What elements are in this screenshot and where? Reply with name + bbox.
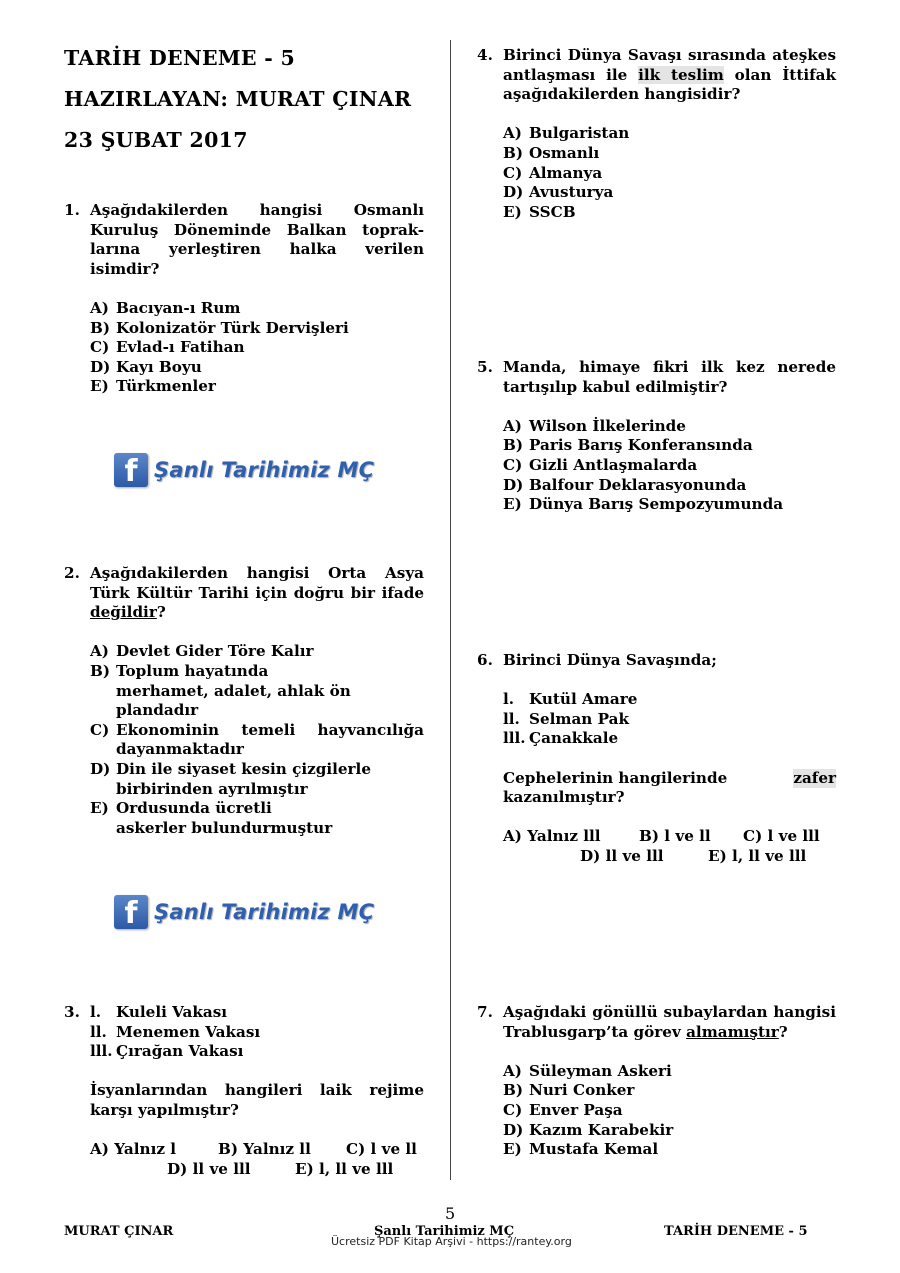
- question-1: [64, 201, 424, 397]
- option-b[interactable]: B) Osmanlı: [503, 143, 600, 162]
- question-number: 1.: [64, 201, 80, 219]
- option-b[interactable]: B) l ve ll: [639, 827, 711, 846]
- option-c[interactable]: C) Enver Paşa: [503, 1100, 623, 1119]
- options-list: [503, 124, 836, 222]
- question-stem: Cephelerinin hangilerinde zafer kazanılmıştır?: [503, 768, 836, 807]
- options-list: [90, 1140, 424, 1179]
- author-line: HAZIRLAYAN: MURAT ÇINAR: [64, 87, 412, 111]
- option-e[interactable]: E) Türkmenler: [90, 377, 216, 396]
- option-e[interactable]: E) Ordusunda ücretli askerler bulundurmuştur: [90, 799, 333, 837]
- question-number: 7.: [477, 1003, 493, 1021]
- option-a[interactable]: A) Süleyman Askeri: [503, 1061, 672, 1080]
- option-a[interactable]: A) Yalnız l: [90, 1140, 177, 1159]
- option-e[interactable]: E) Mustafa Kemal: [503, 1140, 659, 1159]
- option-b[interactable]: B) Kolonizatör Türk Dervişleri: [90, 318, 349, 337]
- footer-author: MURAT ÇINAR: [64, 1224, 174, 1239]
- column-divider: [450, 40, 451, 1180]
- option-c[interactable]: C) l ve ll: [346, 1140, 417, 1159]
- roman-item: lll. Çanakkale: [503, 729, 619, 748]
- roman-item: ll. Menemen Vakası: [90, 1022, 261, 1041]
- highlighted-phrase: ilk teslim: [638, 65, 724, 84]
- option-b[interactable]: B) Toplum hayatında merhamet, adalet, ahlak ön plandadır: [90, 661, 351, 720]
- underlined-word: değildir: [90, 603, 157, 622]
- question-number: 6.: [477, 651, 493, 669]
- option-a[interactable]: A) Wilson İlkelerinde: [503, 416, 686, 435]
- option-e[interactable]: E) l, ll ve lll: [708, 846, 807, 865]
- option-d[interactable]: D) Din ile siyaset kesin çizgilerle birbirinden ayrılmıştır: [90, 759, 371, 798]
- option-e[interactable]: E) l, ll ve lll: [295, 1159, 394, 1178]
- option-e[interactable]: E) Dünya Barış Sempozyumunda: [503, 495, 784, 514]
- exam-title: TARİH DENEME - 5: [64, 46, 296, 70]
- question-stem: Aşağıdakilerden hangisi Osmanlı Kuruluş Döneminde Balkan toprak-larına yerleştiren halka verilen isimdir?: [90, 201, 424, 278]
- question-number: 2.: [64, 564, 80, 582]
- question-intro: Birinci Dünya Savaşında;: [503, 651, 717, 669]
- option-c[interactable]: C) Ekonominin temeli hayvancılığa dayanmaktadır: [90, 720, 424, 759]
- option-d[interactable]: D) Kazım Karabekir: [503, 1120, 674, 1139]
- options-list: [90, 642, 424, 838]
- roman-item: l. Kutül Amare: [503, 690, 638, 709]
- question-number: 3.: [64, 1003, 80, 1021]
- question-7: [477, 1003, 836, 1160]
- question-stem: İsyanlarından hangileri laik rejime karşı yapılmıştır?: [90, 1081, 424, 1119]
- roman-item: lll. Çırağan Vakası: [90, 1042, 244, 1061]
- facebook-banner[interactable]: [114, 453, 374, 487]
- option-a[interactable]: A) Bacıyan-ı Rum: [90, 298, 241, 317]
- question-3: [64, 1003, 424, 1179]
- footer-title: TARİH DENEME - 5: [664, 1224, 808, 1239]
- options-list: [90, 299, 424, 397]
- options-list: [503, 827, 836, 866]
- underlined-word: almamıştır: [686, 1022, 779, 1041]
- banner-text: Şanlı Tarihimiz MÇ: [154, 900, 375, 924]
- exam-date: 23 ŞUBAT 2017: [64, 128, 248, 152]
- footer-center: Şanlı Tarihimiz MÇ: [374, 1224, 515, 1239]
- facebook-icon: f: [114, 453, 148, 487]
- banner-text: Şanlı Tarihimiz MÇ: [154, 458, 375, 482]
- options-list: [503, 417, 836, 515]
- facebook-banner[interactable]: [114, 895, 374, 929]
- question-stem: Aşağıdaki gönüllü subaylardan hangisi Trablusgarp’ta görev almamıştır?: [503, 1003, 836, 1041]
- option-c[interactable]: C) Evlad-ı Fatihan: [90, 338, 245, 357]
- roman-item: ll. Selman Pak: [503, 709, 630, 728]
- option-c[interactable]: C) Gizli Antlaşmalarda: [503, 455, 698, 474]
- archive-watermark: Ücretsiz PDF Kitap Arşivi - https://rantey.org: [331, 1235, 572, 1248]
- page-number: 5: [445, 1204, 456, 1223]
- question-4: [477, 46, 836, 222]
- question-5: [477, 358, 836, 515]
- option-d[interactable]: D) Avusturya: [503, 183, 614, 202]
- roman-item: l. Kuleli Vakası: [90, 1003, 228, 1021]
- question-stem: Aşağıdakilerden hangisi Orta Asya Türk Kültür Tarihi için doğru bir ifade değildir?: [90, 564, 424, 622]
- option-a[interactable]: A) Yalnız lll: [503, 827, 601, 846]
- option-b[interactable]: B) Nuri Conker: [503, 1081, 635, 1100]
- option-b[interactable]: B) Yalnız ll: [218, 1140, 311, 1159]
- question-number: 5.: [477, 358, 493, 376]
- option-c[interactable]: C) Almanya: [503, 163, 603, 182]
- question-number: 4.: [477, 46, 493, 64]
- option-b[interactable]: B) Paris Barış Konferansında: [503, 436, 753, 455]
- option-d[interactable]: D) Balfour Deklarasyonunda: [503, 475, 747, 494]
- option-d[interactable]: D) ll ve lll: [580, 846, 664, 865]
- option-d[interactable]: D) ll ve lll: [167, 1159, 251, 1178]
- option-c[interactable]: C) l ve lll: [743, 827, 820, 846]
- option-e[interactable]: E) SSCB: [503, 202, 576, 221]
- option-a[interactable]: A) Devlet Gider Töre Kalır: [90, 642, 314, 661]
- highlighted-word: zafer: [793, 768, 836, 787]
- question-stem: Manda, himaye fikri ilk kez nerede tartışılıp kabul edilmiştir?: [503, 358, 836, 396]
- question-2: [64, 564, 424, 838]
- option-d[interactable]: D) Kayı Boyu: [90, 357, 202, 376]
- question-6: [477, 651, 836, 866]
- question-stem: Birinci Dünya Savaşı sırasında ateşkes antlaşması ile ilk teslim olan İttifak aşağıdakilerden hangisidir?: [503, 46, 837, 104]
- facebook-icon: f: [114, 895, 148, 929]
- options-list: [503, 1062, 836, 1160]
- option-a[interactable]: A) Bulgaristan: [503, 124, 630, 143]
